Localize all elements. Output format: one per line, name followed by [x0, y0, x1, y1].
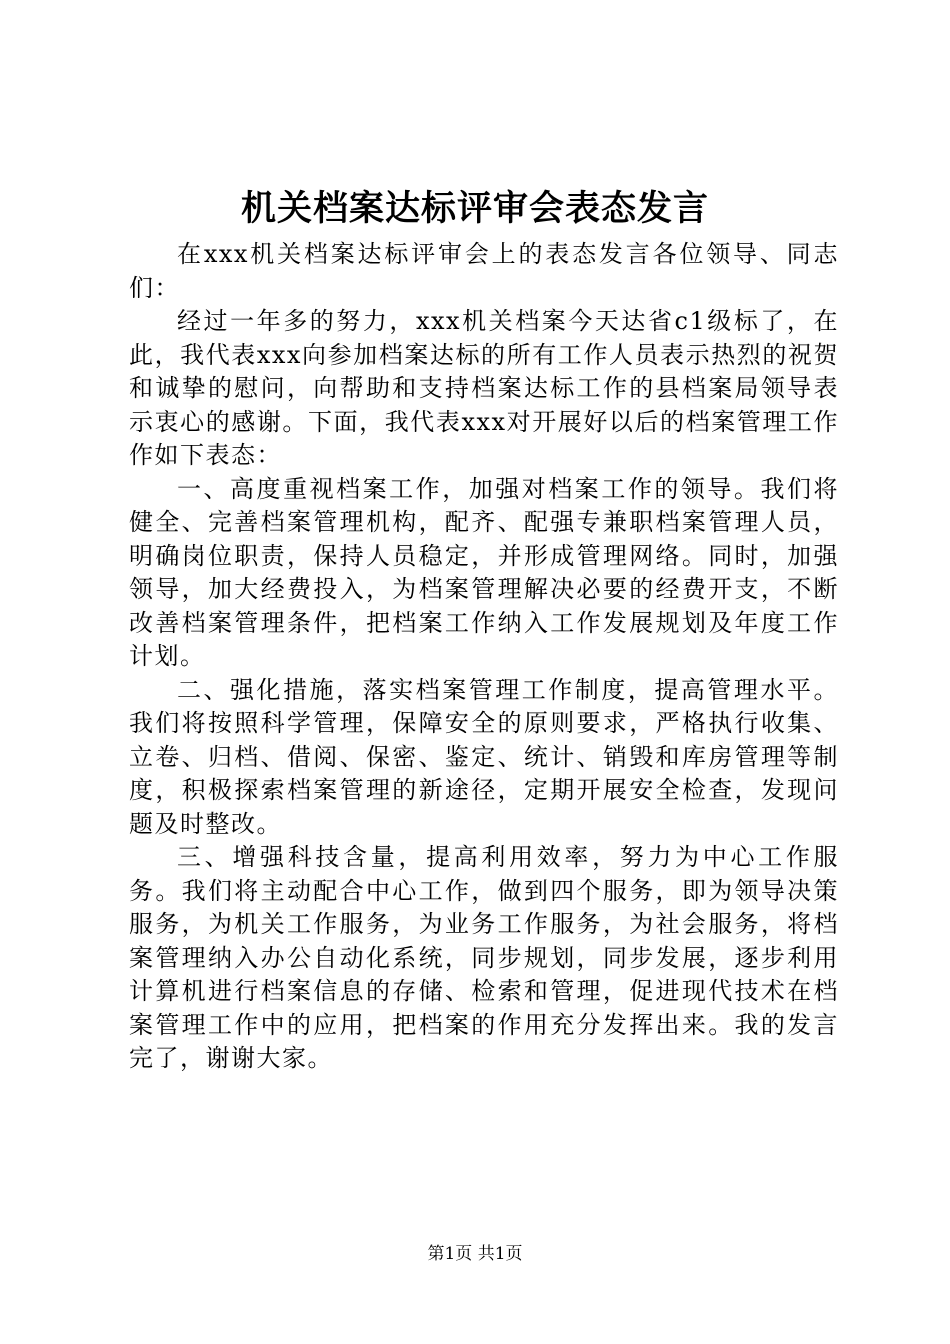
document-title: 机关档案达标评审会表态发言 — [240, 188, 709, 229]
paragraph-point-two: 二、强化措施，落实档案管理工作制度，提高管理水平。我们将按照科学管理，保障安全的原则要求，严格执行收集、立卷、归档、借阅、保密、鉴定、统计、销毁和库房管理等制度，积极探索档案管理的新途径，定期开展安全检查，发现问题及时整改。 — [129, 675, 839, 838]
document-body — [129, 238, 839, 1076]
paragraph-point-three: 三、增强科技含量，提高利用效率，努力为中心工作服务。我们将主动配合中心工作，做到四个服务，即为领导决策服务，为机关工作服务，为业务工作服务，为社会服务，将档案管理纳入办公自动化系统，同步规划，同步发展，逐步利用计算机进行档案信息的存储、检索和管理，促进现代技术在档案管理工作中的应用，把档案的作用充分发挥出来。我的发言完了，谢谢大家。 — [129, 843, 839, 1072]
page-footer: 第1页 共1页 — [427, 1244, 523, 1264]
paragraph-greeting: 在xxx机关档案达标评审会上的表态发言各位领导、同志们： — [129, 240, 839, 302]
paragraph-point-one: 一、高度重视档案工作，加强对档案工作的领导。我们将健全、完善档案管理机构，配齐、配强专兼职档案管理人员，明确岗位职责，保持人员稳定，并形成管理网络。同时，加强领导，加大经费投入，为档案管理解决必要的经费开支，不断改善档案管理条件，把档案工作纳入工作发展规划及年度工作计划。 — [129, 474, 839, 670]
paragraph-intro: 经过一年多的努力，xxx机关档案今天达省c1级标了，在此，我代表xxx向参加档案达标的所有工作人员表示热烈的祝贺和诚挚的慰问，向帮助和支持档案达标工作的县档案局领导表示衷心的感谢。下面，我代表xxx对开展好以后的档案管理工作作如下表态： — [129, 307, 839, 469]
